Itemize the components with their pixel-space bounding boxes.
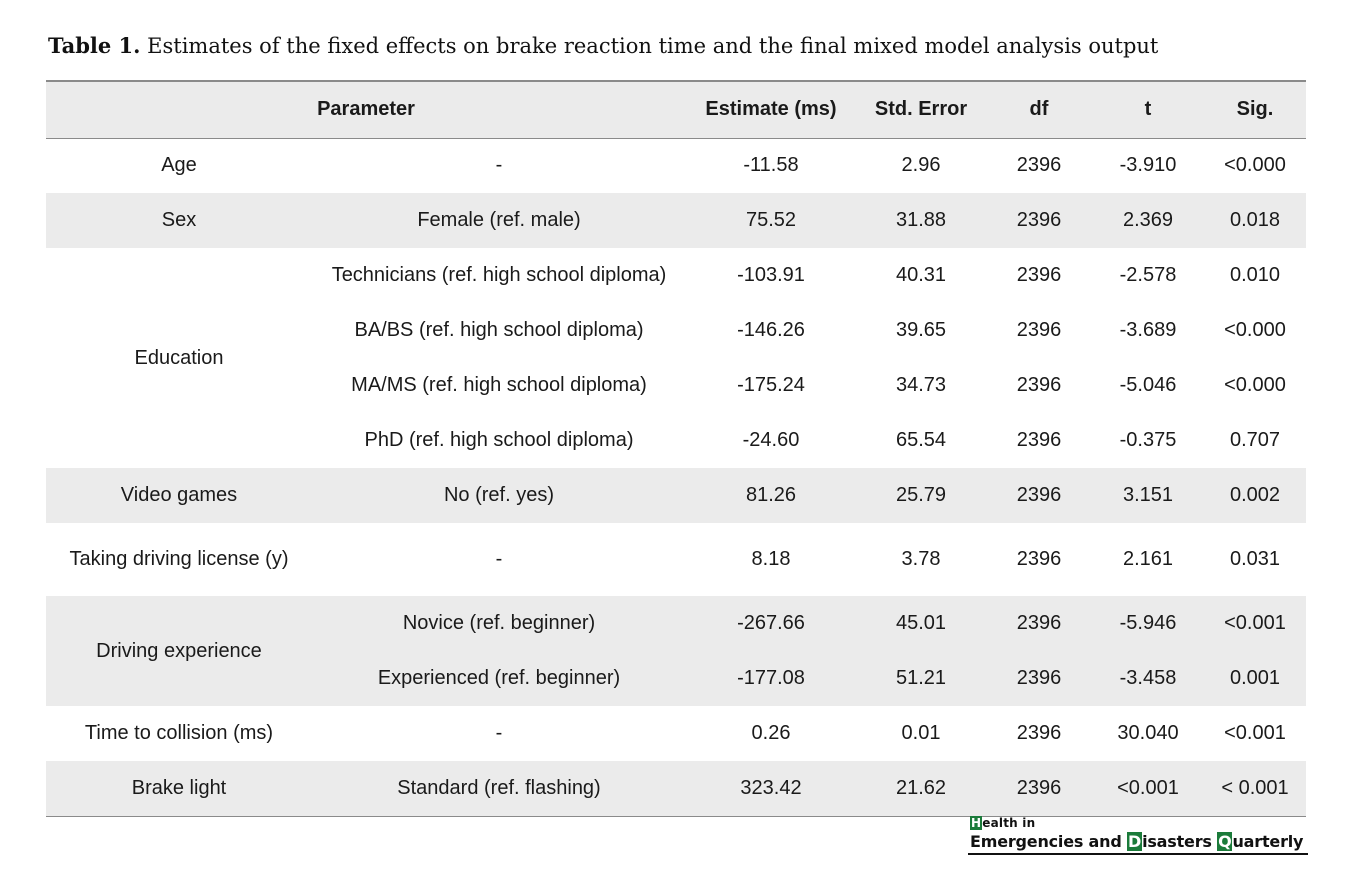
cell-df: 2396: [986, 651, 1092, 706]
cell-std-error: 2.96: [901, 154, 941, 177]
cell-estimate: -11.58: [743, 154, 799, 177]
cell-t: -5.046: [1119, 374, 1177, 396]
cell-std-error: 34.73: [895, 374, 947, 396]
logo-line-1: [970, 816, 1035, 830]
header-df: df: [986, 81, 1092, 138]
cell-df: 2396: [1016, 264, 1062, 286]
journal-logo: [968, 816, 1310, 856]
cell-estimate: 8.18: [751, 548, 791, 570]
logo-initial-q: Q: [1218, 832, 1232, 851]
cell-df: 2396: [1016, 374, 1062, 396]
table-row: [46, 468, 1306, 523]
table-row: [46, 761, 1306, 816]
cell-sig: 0.002: [1204, 468, 1306, 523]
cell-sig: <0.001: [1204, 596, 1306, 651]
row-parameter: Standard (ref. flashing): [312, 761, 686, 816]
cell-df: 2396: [1016, 319, 1062, 341]
row-group-label: Sex: [46, 193, 312, 248]
cell-sig: 0.001: [1204, 651, 1306, 706]
row-group-label: Education: [134, 346, 224, 369]
logo-word-quarterly: uarterly: [1232, 832, 1304, 851]
cell-t: 30.040: [1117, 722, 1179, 744]
cell-estimate: 81.26: [686, 468, 856, 523]
cell-std-error: 21.62: [856, 761, 986, 816]
row-parameter: BA/BS (ref. high school diploma): [354, 319, 644, 341]
cell-t: -3.689: [1119, 319, 1177, 341]
cell-sig: <0.000: [1224, 319, 1286, 341]
cell-sig: <0.000: [1224, 374, 1286, 396]
header-std-error: Std. Error: [856, 81, 986, 138]
row-parameter: -: [495, 154, 503, 177]
results-table: [46, 80, 1306, 817]
logo-line-2: [970, 832, 1303, 851]
cell-estimate: -267.66: [686, 596, 856, 651]
logo-initial-h: H: [971, 816, 982, 830]
cell-t: -3.910: [1119, 154, 1177, 177]
cell-estimate: -103.91: [737, 264, 805, 286]
table-row: [46, 193, 1306, 248]
cell-t: 2.369: [1092, 193, 1204, 248]
table-row: [46, 596, 1306, 651]
cell-t: 2.161: [1122, 548, 1174, 570]
row-group-label: Video games: [46, 468, 312, 523]
row-parameter: Experienced (ref. beginner): [312, 651, 686, 706]
row-parameter: -: [495, 548, 503, 570]
row-parameter: MA/MS (ref. high school diploma): [351, 374, 647, 396]
cell-df: 2396: [1016, 154, 1062, 177]
cell-df: 2396: [1016, 548, 1062, 570]
header-parameter: Parameter: [46, 81, 686, 138]
row-group-label: Time to collision (ms): [84, 722, 274, 744]
results-table-wrapper: [46, 80, 1306, 817]
cell-df: 2396: [986, 596, 1092, 651]
cell-std-error: 39.65: [895, 319, 947, 341]
table-row: [46, 706, 1306, 761]
cell-std-error: 45.01: [856, 596, 986, 651]
logo-initial-d: D: [1127, 832, 1142, 851]
row-group-label: Driving experience: [46, 596, 312, 706]
cell-t: -2.578: [1119, 264, 1177, 286]
cell-t: <0.001: [1092, 761, 1204, 816]
cell-estimate: -177.08: [686, 651, 856, 706]
cell-estimate: 323.42: [686, 761, 856, 816]
header-t: t: [1092, 81, 1204, 138]
row-parameter: No (ref. yes): [312, 468, 686, 523]
cell-std-error: 51.21: [856, 651, 986, 706]
header-estimate: Estimate (ms): [686, 81, 856, 138]
caption-label: Table 1.: [48, 33, 141, 58]
cell-std-error: 25.79: [856, 468, 986, 523]
cell-df: 2396: [986, 193, 1092, 248]
row-group-label: Age: [161, 154, 197, 177]
cell-sig: < 0.001: [1204, 761, 1306, 816]
header-sig: Sig.: [1204, 81, 1306, 138]
cell-df: 2396: [1016, 722, 1062, 744]
cell-sig: 0.018: [1204, 193, 1306, 248]
cell-estimate: -24.60: [742, 429, 800, 451]
cell-std-error: 65.54: [895, 429, 947, 451]
cell-std-error: 3.78: [901, 548, 941, 570]
cell-std-error: 40.31: [895, 264, 947, 286]
logo-word-emergencies: Emergencies and: [970, 832, 1127, 851]
row-parameter: -: [495, 722, 503, 744]
cell-t: -5.946: [1092, 596, 1204, 651]
cell-sig: 0.707: [1229, 429, 1281, 451]
row-parameter: Technicians (ref. high school diploma): [331, 264, 667, 286]
cell-df: 2396: [1016, 429, 1062, 451]
cell-estimate: 0.26: [751, 722, 791, 744]
cell-df: 2396: [986, 761, 1092, 816]
cell-estimate: -175.24: [737, 374, 805, 396]
cell-df: 2396: [986, 468, 1092, 523]
cell-sig: <0.000: [1224, 154, 1286, 177]
logo-line-1-text: ealth in: [982, 816, 1036, 830]
table-row: [46, 248, 1306, 303]
cell-sig: 0.031: [1229, 548, 1281, 570]
cell-sig: <0.001: [1224, 722, 1286, 744]
row-parameter: Novice (ref. beginner): [312, 596, 686, 651]
cell-t: -0.375: [1119, 429, 1177, 451]
row-group-label: Brake light: [46, 761, 312, 816]
logo-underline: [968, 853, 1308, 855]
row-group-label: Taking driving license (y): [69, 548, 289, 570]
cell-sig: 0.010: [1229, 264, 1281, 286]
logo-word-disasters: isasters: [1142, 832, 1218, 851]
caption-text: Estimates of the fixed effects on brake reaction time and the final mixed model analysis output: [147, 34, 1159, 58]
row-parameter: Female (ref. male): [312, 193, 686, 248]
cell-t: 3.151: [1092, 468, 1204, 523]
cell-std-error: 31.88: [856, 193, 986, 248]
table-row: [46, 523, 1306, 596]
table-caption: [48, 32, 1308, 60]
cell-estimate: -146.26: [737, 319, 805, 341]
row-parameter: PhD (ref. high school diploma): [364, 429, 634, 451]
cell-t: -3.458: [1092, 651, 1204, 706]
table-row: [46, 138, 1306, 193]
cell-estimate: 75.52: [686, 193, 856, 248]
table-header-row: [46, 81, 1306, 138]
cell-std-error: 0.01: [901, 722, 941, 744]
